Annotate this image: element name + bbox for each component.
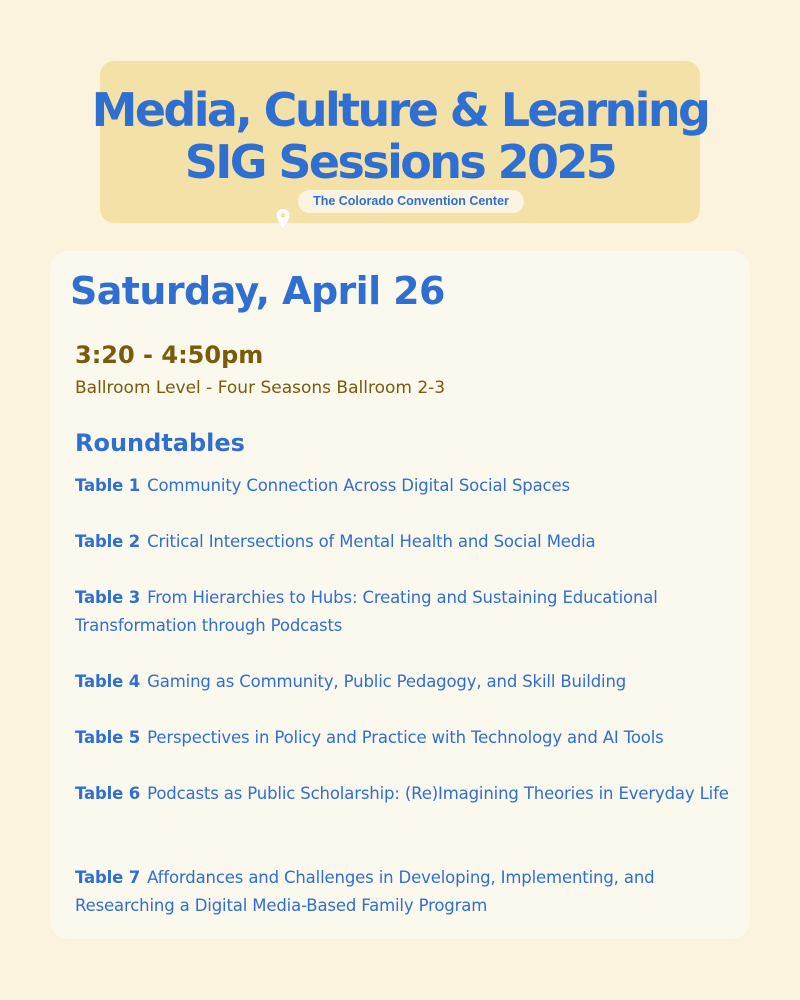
table-title: Perspectives in Policy and Practice with Technology and AI Tools [147, 728, 664, 747]
table-title: Community Connection Across Digital Social Spaces [147, 476, 570, 495]
day-heading: Saturday, April 26 [70, 269, 445, 313]
table-title: From Hierarchies to Hubs: Creating and Sustaining Educational Transformation through Podcasts [75, 588, 658, 635]
roundtable-item [75, 864, 740, 920]
roundtable-item [75, 724, 740, 752]
roundtable-item [75, 780, 740, 808]
roundtable-item [75, 668, 740, 696]
table-title: Critical Intersections of Mental Health and Social Media [147, 532, 596, 551]
section-heading: Roundtables [75, 429, 245, 457]
table-title: Gaming as Community, Public Pedagogy, and Skill Building [147, 672, 627, 691]
roundtable-item [75, 472, 740, 500]
location-pin-icon [275, 208, 291, 230]
table-number: Table 7 [75, 868, 141, 887]
roundtable-item [75, 584, 740, 640]
title-line-2: SIG Sessions 2025 [184, 135, 616, 189]
table-number: Table 4 [75, 672, 141, 691]
session-time: 3:20 - 4:50pm [75, 341, 264, 369]
table-number: Table 2 [75, 532, 141, 551]
table-number: Table 1 [75, 476, 141, 495]
table-title: Affordances and Challenges in Developing, Implementing, and Researching a Digital Media-Based Family Program [75, 868, 655, 915]
venue-badge: The Colorado Convention Center [298, 190, 524, 213]
table-number: Table 5 [75, 728, 141, 747]
table-title: Podcasts as Public Scholarship: (Re)Imagining Theories in Everyday Life [147, 784, 729, 803]
table-number: Table 6 [75, 784, 141, 803]
session-location: Ballroom Level - Four Seasons Ballroom 2-3 [75, 378, 446, 398]
table-number: Table 3 [75, 588, 141, 607]
title-line-1: Media, Culture & Learning [91, 83, 709, 137]
roundtable-item [75, 528, 740, 556]
